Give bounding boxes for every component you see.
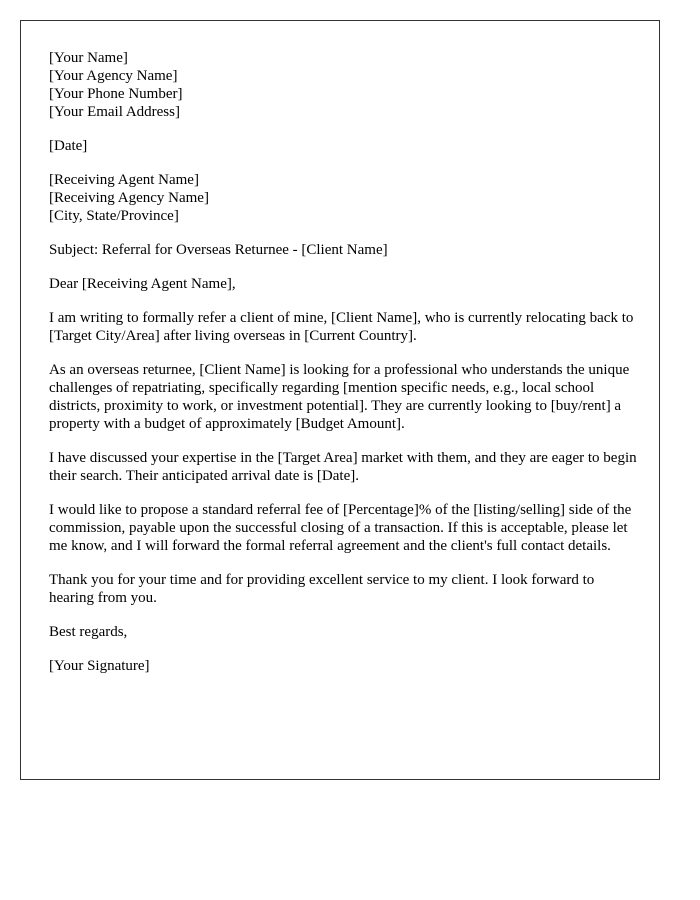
sender-email: [Your Email Address] xyxy=(49,104,180,120)
letter-salutation: Dear [Receiving Agent Name], xyxy=(49,276,236,292)
recipient-agency: [Receiving Agency Name] xyxy=(49,190,209,206)
recipient-location: [City, State/Province] xyxy=(49,208,179,224)
body-paragraph: As an overseas returnee, [Client Name] is looking for a professional who understands the unique challenges of repatriating, specifically regarding [mention specific needs, e.g., local school districts, proximity to work, or investment potential]. They are currently looking to [buy/rent] a property with a budget of approximately [Budget Amount]. xyxy=(49,362,630,432)
letter-content xyxy=(49,49,639,691)
body-paragraph: Thank you for your time and for providing excellent service to my client. I look forward to hearing from you. xyxy=(49,572,595,606)
letter-closing: Best regards, xyxy=(49,624,128,640)
body-paragraph: I am writing to formally refer a client of mine, [Client Name], who is currently relocating back to [Target City/Area] after living overseas in [Current Country]. xyxy=(49,310,634,344)
letter-date: [Date] xyxy=(49,138,88,154)
letter-subject: Subject: Referral for Overseas Returnee - [Client Name] xyxy=(49,242,388,258)
letter-signature: [Your Signature] xyxy=(49,658,150,674)
date-block xyxy=(49,137,639,155)
letter-page xyxy=(20,20,660,780)
recipient-block xyxy=(49,171,639,225)
sender-block xyxy=(49,49,639,121)
sender-phone: [Your Phone Number] xyxy=(49,86,183,102)
recipient-agent: [Receiving Agent Name] xyxy=(49,172,199,188)
sender-agency: [Your Agency Name] xyxy=(49,68,178,84)
sender-name: [Your Name] xyxy=(49,50,128,66)
body-paragraph: I would like to propose a standard referral fee of [Percentage]% of the [listing/selling] side of the commission, payable upon the successful closing of a transaction. If this is acceptable, please let me know, and I will forward the formal referral agreement and the client's full contact details. xyxy=(49,502,632,554)
body-paragraph: I have discussed your expertise in the [Target Area] market with them, and they are eager to begin their search. Their anticipated arrival date is [Date]. xyxy=(49,450,637,484)
